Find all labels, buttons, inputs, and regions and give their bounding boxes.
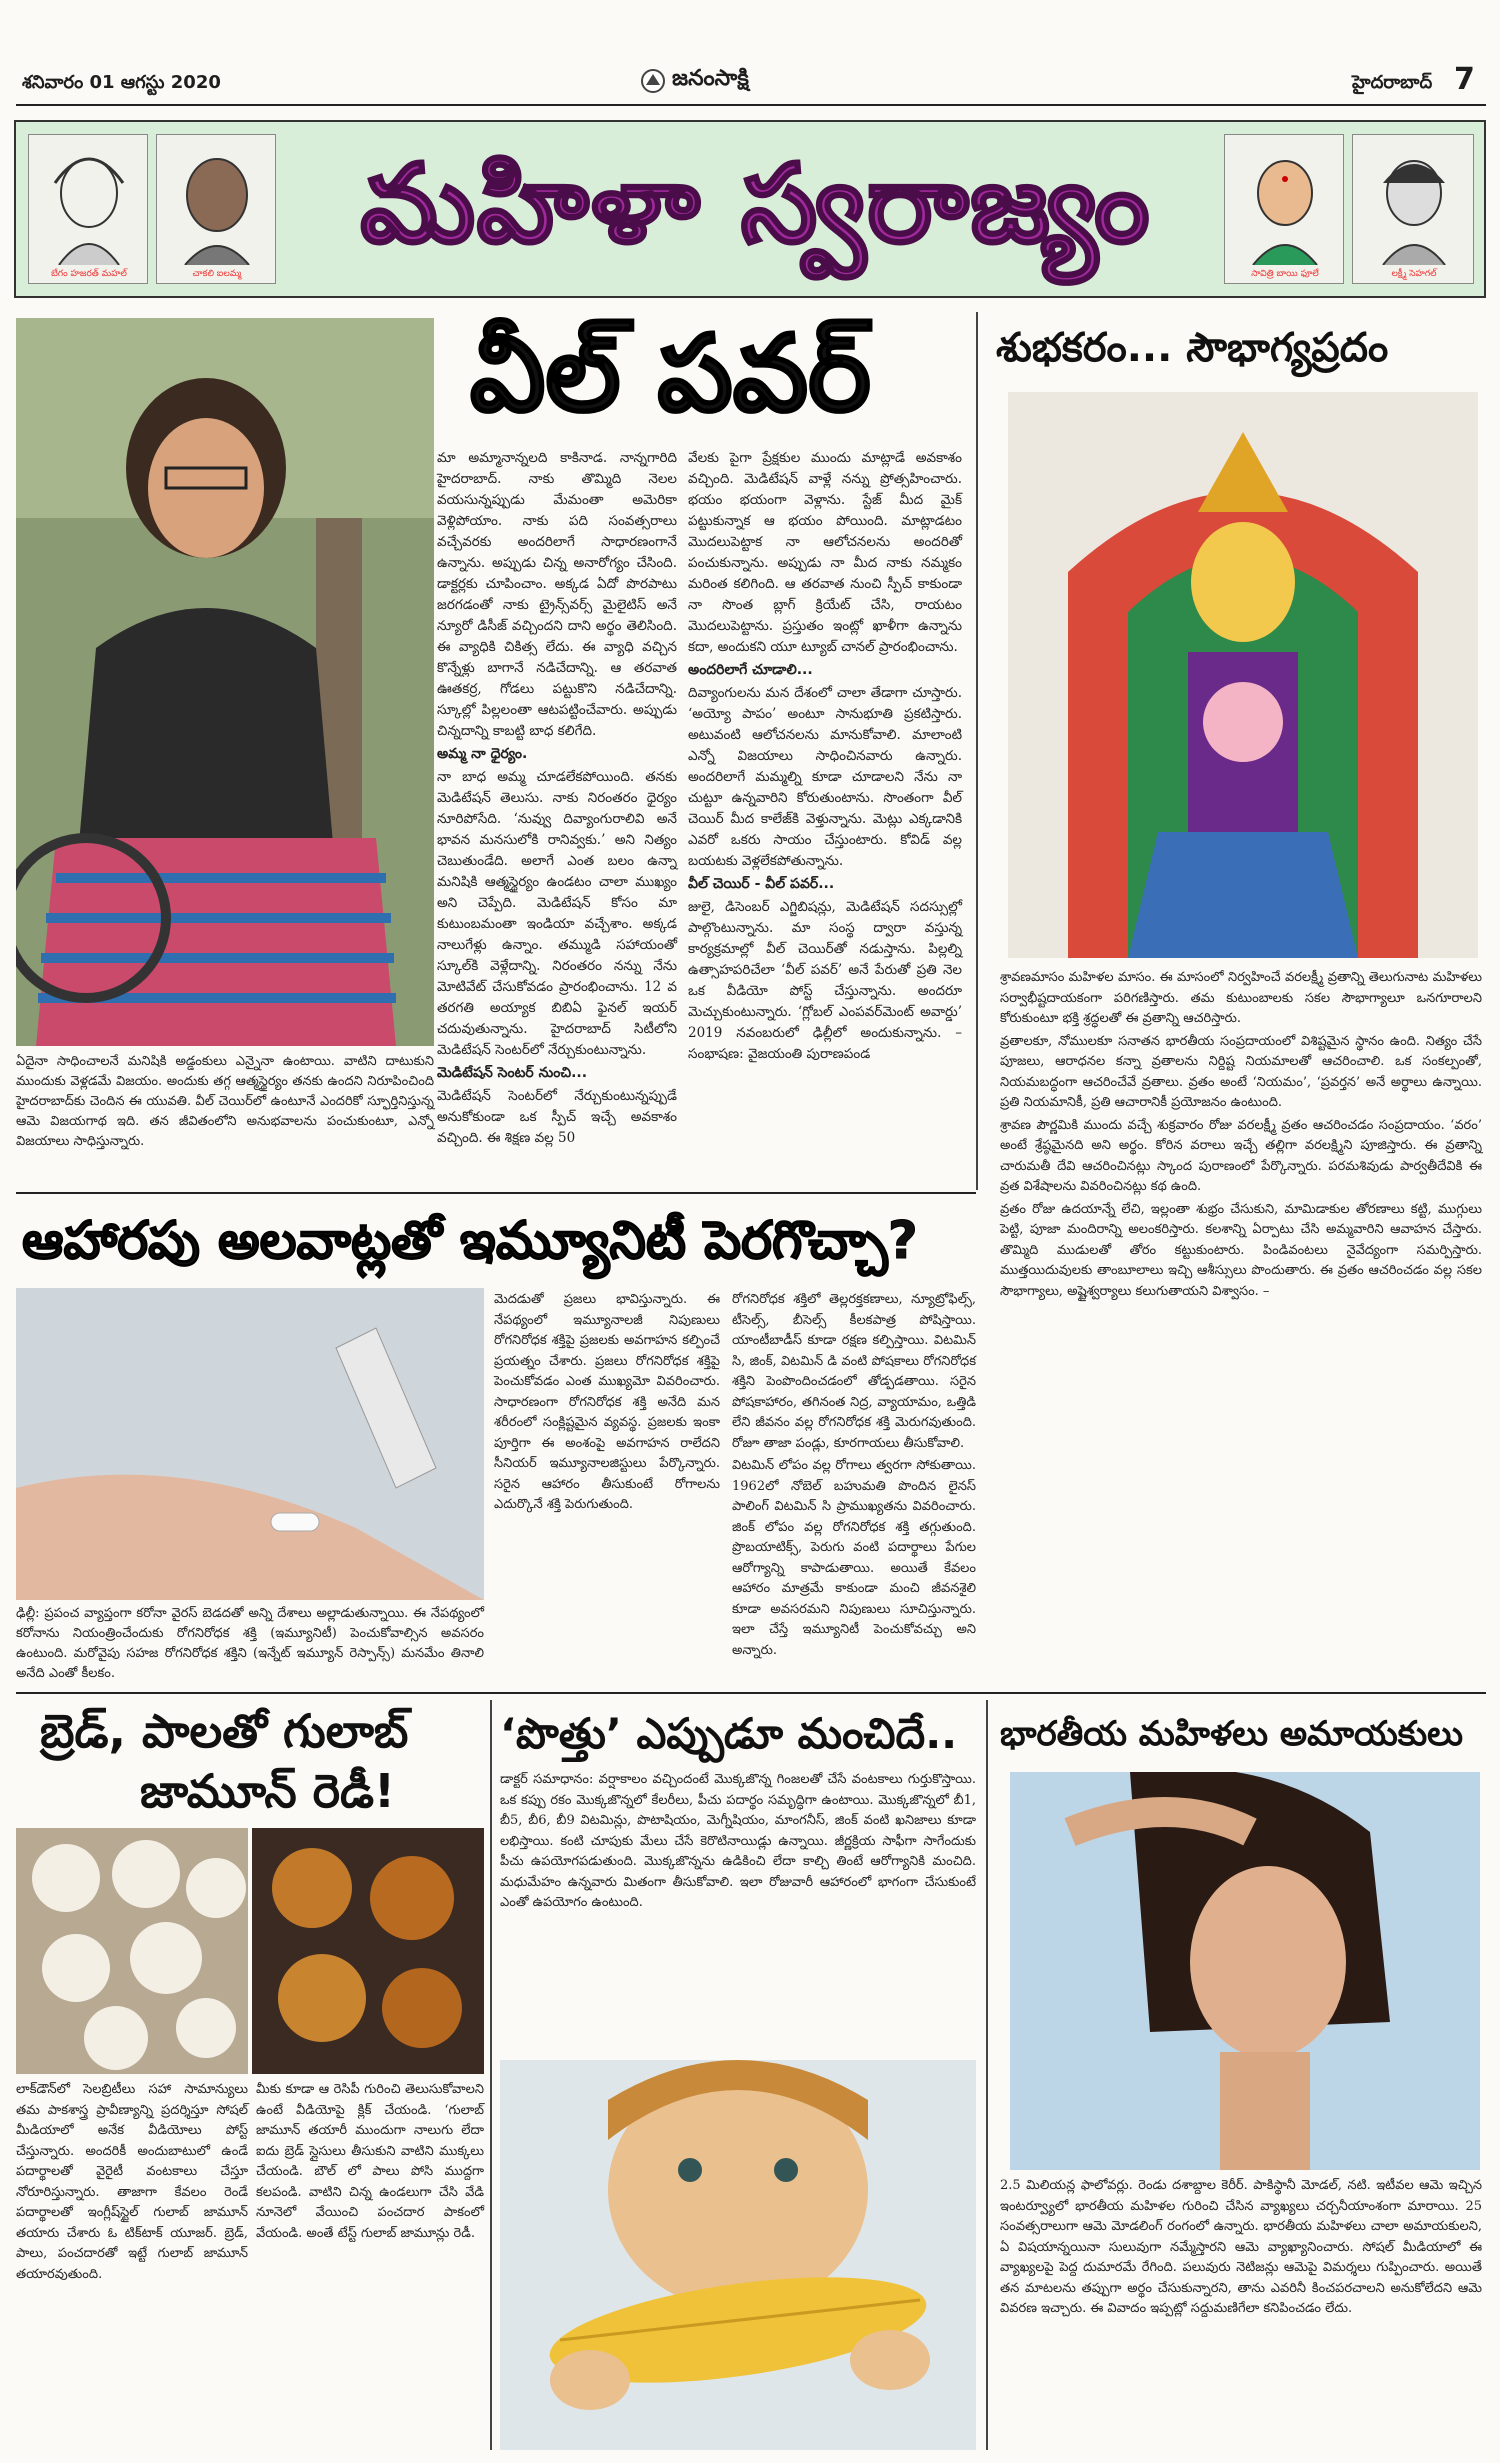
portrait-2 (156, 134, 276, 284)
portrait-label: సావిత్రి బాయి ఫూలే (1251, 269, 1319, 279)
photo-placeholder-icon (500, 2060, 976, 2450)
story4-col1 (16, 2080, 248, 2287)
photo-placeholder-icon (16, 1288, 484, 1600)
story6-paragraph: 2.5 మిలియన్ల ఫాలోవర్లు. రెండు దశాబ్దాల కెరీర్. పాకిస్థానీ మోడల్, నటి. ఇటీవల ఆమె ఇచ్చిన ఇంటర్వ్యూలో భారతీయ మహిళల గురించి చేసిన వ్యాఖ్యలు చర్చనీయాంశంగా మారాయి. 25 సంవత్సరాలుగా ఆమె మోడలింగ్ రంగంలో ఉన్నారు. భారతీయ మహిళలు చాలా అమాయకులని, ఏ విషయాన్నయినా సులువుగా నమ్మేస్తారని ఆమె వ్యాఖ్యానించారు. సోషల్ మీడియాలో ఈ వ్యాఖ్యలపై పెద్ద దుమారమే రేగింది. పలువురు నెటిజన్లు ఆమెపై విమర్శలు గుప్పించారు. అయితే తన మాటలను తప్పుగా అర్థం చేసుకున్నారని, తాను ఎవరినీ కించపరచాలని అనుకోలేదని ఆమె వివరణ ఇచ్చారు. ఈ వివాదం ఇప్పట్లో సద్దుమణిగేలా కనిపించడం లేదు. (1000, 2178, 1482, 2316)
photo-placeholder-icon (16, 318, 434, 1046)
photo-placeholder-icon (16, 1828, 248, 2074)
gulab-jamun-photo (252, 1828, 484, 2074)
portrait-4 (1352, 134, 1474, 284)
story1-paragraph: వేలకు పైగా ప్రేక్షకుల ముందు మాట్లాడే అవకాశం వచ్చింది. మెడిటేషన్ వాళ్లే నన్ను ప్రోత్సహించారు. భయం భయంగా వెళ్లాను. స్టేజ్ మీద మైక్ పట్టుకున్నాక ఆ భయం పోయింది. మాట్లాడటం మొదలుపెట్టాక నా ఆలోచనలను అందరితో పంచుకున్నాను. అప్పుడు నా మీద నాకు నమ్మకం మరింత కలిగింది. ఆ తరవాత నుంచి స్పీచ్ కాకుండా నా సొంత బ్లాగ్ క్రియేట్ చేసి, రాయటం మొదలుపెట్టాను. ప్రస్తుతం ఇంట్లో ఖాళీగా ఉన్నాను కదా, అందుకని యూ ట్యూబ్ చానల్ ప్రారంభించాను. (688, 450, 962, 655)
bread-balls-photo (16, 1828, 248, 2074)
story4-paragraph: లాక్‌డౌన్‌లో సెలబ్రిటీలు సహా సామాన్యులు తమ పాకశాస్త్ర ప్రావీణ్యాన్ని ప్రదర్శిస్తూ సోషల్ మీడియాలో అనేక వీడియోలు పోస్ట్ చేస్తున్నారు. అందరికీ అందుబాటులో ఉండే పదార్థాలతో వైరైటీ వంటకాలు చేస్తూ నోరూరిస్తున్నారు. తాజాగా కేవలం రెండే పదార్థాలతో ఇంగ్లీష్‌స్టైల్ గులాబ్ జామూన్ తయారు చేశారు ఓ టిక్‌టాక్ యూజర్. బ్రెడ్, పాలు, పంచదారతో ఇట్టే గులాబ్ జామూన్ తయారవుతుంది. (16, 2082, 248, 2282)
story2-headline: శుభకరం... సౌభాగ్యప్రదం (996, 325, 1389, 371)
story5-body (500, 1770, 976, 1916)
photo-placeholder-icon (252, 1828, 484, 2074)
story6-body (1000, 2176, 1482, 2322)
story4-paragraph: మీకు కూడా ఆ రెసిపీ గురించి తెలుసుకోవాలని ఉంటే వీడియోపై క్లిక్ చేయండి. ‘గులాబ్ జామూన్ తయారీ ముందుగా నాలుగు లేదా ఐదు బ్రెడ్ స్లైసులు తీసుకుని వాటిని ముక్కలు చేయండి. బౌల్ లో పాలు పోసి ముద్దగా కలపండి. వాటిని చిన్న ఉండలుగా చేసి వేడి నూనెలో వేయించి పంచదార పాకంలో వేయండి. అంతే టేస్ట్ గులాబ్ జామూన్లు రెడీ. (256, 2082, 484, 2241)
logo-emblem-icon (640, 68, 666, 94)
story2-paragraph: వ్రతం రోజు ఉదయాన్నే లేచి, ఇల్లంతా శుభ్రం చేసుకుని, మామిడాకుల తోరణాలు కట్టి, ముగ్గులు పెట్టి, పూజా మందిరాన్ని అలంకరిస్తారు. కలశాన్ని ఏర్పాటు చేసి అమ్మవారిని ఆవాహన చేస్తారు. తొమ్మిది ముడులతో తోరం కట్టుకుంటారు. పిండివంటలు నైవేద్యంగా సమర్పిస్తారు. ముత్తయిదువులకు తాంబూలాలు ఇచ్చి ఆశీస్సులు పొందుతారు. ఈ వ్రతం ఆచరించడం వల్ల సకల సౌభాగ్యాలు, అష్టైశ్వర్యాలు కలుగుతాయని విశ్వాసం. – (1000, 1201, 1482, 1299)
story1-subhead: వీల్ చెయిర్ - వీల్ పవర్... (688, 876, 835, 892)
section-rule (16, 1692, 1486, 1694)
story1-headline: వీల్ పవర్ (470, 312, 872, 435)
story2-body (1000, 968, 1482, 1304)
story1-col2 (688, 448, 962, 1067)
section-rule (16, 1192, 976, 1194)
masthead-paper-name: జనంసాక్షి (672, 66, 749, 91)
masthead (0, 0, 1500, 108)
column-divider (976, 312, 978, 1190)
story3-headline: ఆహారపు అలవాట్లతో ఇమ్యూనిటీ పెరగొచ్చా? (22, 1211, 918, 1271)
photo-placeholder-icon (1008, 392, 1478, 958)
portrait-3 (1224, 134, 1344, 284)
story4-col2 (256, 2080, 484, 2246)
goddess-idol-photo (1008, 392, 1478, 958)
story1-paragraph: మెడిటేషన్ సెంటర్‌లో నేర్చుకుంటున్నప్పుడే అనుకోకుండా ఒక స్పీచ్ ఇచ్చే అవకాశం వచ్చింది. ఈ శిక్షణ వల్ల 50 (437, 1088, 677, 1146)
portrait-label: లక్ష్మీ సెహగల్ (1391, 269, 1437, 279)
story2-paragraph: శ్రావణ పౌర్ణమికి ముందు వచ్చే శుక్రవారం రోజు వరలక్ష్మీ వ్రతం ఆచరించడం సంప్రదాయం. ‘వరం’ అంటే శ్రేష్ఠమైనది అని అర్థం. కోరిన వరాలు ఇచ్చే తల్లిగా వరలక్ష్మిని పూజిస్తారు. ఈ వ్రతాన్ని చారుమతీ దేవి ఆచరించినట్లు స్కాంద పురాణంలో పేర్కొన్నారు. పరమశివుడు పార్వతీదేవికి ఈ వ్రత విశేషాలను వివరించినట్లు కథ ఉంది. (1000, 1117, 1482, 1194)
model-portrait-photo (1010, 1772, 1480, 2170)
story1-photo-caption: ఏదైనా సాధించాలనే మనిషికి అడ్డంకులు ఎన్నైనా ఉంటాయి. వాటిని దాటుకుని ముందుకు వెళ్లడమే విజయం. అందుకు తగ్గ ఆత్మస్థైర్యం తనకు ఉందని నిరూపించింది హైదరాబాద్‌కు చెందిన ఈ యువతి. వీల్ చెయిర్‌లో ఉంటూనే ఎందరికో స్ఫూర్తినిస్తున్న ఆమె విజయగాథ ఇది. తన జీవితంలోని అనుభవాలను పంచుకుంటూ, ఎన్నో విజయాలు సాధిస్తున్నారు. (16, 1054, 434, 1149)
masthead-logo (640, 66, 749, 96)
story1-subhead: అందరిలాగే చూడాలి... (688, 662, 813, 678)
story1-paragraph: నా బాధ అమ్మ చూడలేకపోయింది. తనకు మెడిటేషన్ తెలుసు. నాకు నిరంతరం ధైర్యం నూరిపోసేది. ‘నువ్వు దివ్యాంగురాలివి అనే భావన మనసులోకి రానివ్వకు.’ అని నిత్యం చెబుతుండేది. అలాగే ఎంత బలం ఉన్నా మనిషికి ఆత్మస్థైర్యం ఉండటం చాలా ముఖ్యం అని చెప్పేది. మెడిటేషన్ కోసం మా కుటుంబమంతా ఇండియా వచ్చేశాం. అక్కడ నాలుగేళ్లు ఉన్నాం. తమ్ముడి సహాయంతో స్కూల్‌కి వెళ్లేదాన్ని. నిరంతరం నన్ను నేను మోటివేట్ చేసుకోవడం ప్రారంభించాను. 12 వ తరగతి అయ్యాక బిబిఏ ఫైనల్ ఇయర్ చదువుతున్నాను. హైదరాబాద్ సిటీలోని మెడిటేషన్ సెంటర్‌లో నేర్చుకుంటున్నాను. (437, 769, 677, 1058)
story1-paragraph: జులై, డిసెంబర్ ఎగ్జిబిషన్లు, మెడిటేషన్ సదస్సుల్లో పాల్గొంటున్నాను. మా సంస్థ ద్వారా వస్తున్న కార్యక్రమాల్లో వీల్ చెయిర్‌తో నడుస్తాను. పిల్లల్ని ఉత్సాహపరిచేలా ‘వీల్ పవర్’ అనే పేరుతో ప్రతి నెల ఒక వీడియో పోస్ట్ చేస్తున్నాను. అందరూ మెచ్చుకుంటున్నారు. ‘గ్లోబల్ ఎంపవర్‌మెంట్ అవార్డు’ 2019 నవంబరులో ఢిల్లీలో అందుకున్నాను. – సంభాషణ: వైజయంతి పురాణపండ (688, 899, 962, 1062)
banner (14, 120, 1486, 298)
story5-paragraph: డాక్టర్ సమాధానం: వర్షాకాలం వచ్చిందంటే మొక్కజొన్న గింజలతో చేసే వంటకాలు గుర్తుకొస్తాయి. ఒక కప్పు రకం మొక్కజొన్నలో కేలరీలు, పీచు పదార్థం సమృద్ధిగా ఉంటాయి. మొక్కజొన్నలో బీ1, బీ5, బీ6, బీ9 విటమిన్లు, పొటాషియం, మెగ్నీషియం, మాంగనీస్, జింక్ వంటి ఖనిజాలు కూడా లభిస్తాయి. కంటి చూపుకు మేలు చేసే కెరొటినాయిడ్లు ఉన్నాయి. జీర్ణక్రియ సాఫీగా సాగేందుకు పీచు ఉపయోగపడుతుంది. మొక్కజొన్నను ఉడికించి లేదా కాల్చి తింటే ఆరోగ్యానికి మంచిది. మధుమేహం ఉన్నవారు మితంగా తీసుకోవాలి. ఇలా రోజువారీ ఆహారంలో భాగంగా చేసుకుంటే ఎంతో ఉపయోగం ఉంటుంది. (500, 1772, 976, 1910)
capsule-hand-photo (16, 1288, 484, 1600)
story6-headline: భారతీయ మహిళలు అమాయకులు (1000, 1714, 1464, 1754)
boy-eating-corn-photo (500, 2060, 976, 2450)
portrait-label: చాకలి ఐలమ్మ (192, 269, 242, 279)
portrait-sketch-icon (157, 135, 277, 265)
story3-photo-caption: ఢిల్లీ: ప్రపంచ వ్యాప్తంగా కరోనా వైరస్ బెడదతో అన్ని దేశాలు అల్లాడుతున్నాయి. ఈ నేపథ్యంలో కరోనాను నియంత్రించేందుకు రోగనిరోధక శక్తి (ఇమ్యూనిటీ) పెంచుకోవాల్సిన అవసరం ఉంటుంది. మరోవైపు సహజ రోగనిరోధక శక్తిని (ఇన్నేట్ ఇమ్యూన్ రెస్పాన్స్) మనమేం తినాలి అనేది ఎంతో కీలకం. (16, 1606, 484, 1681)
story3-paragraph: రోగనిరోధక శక్తిలో తెల్లరక్తకణాలు, న్యూట్రోఫిల్స్, టీసెల్స్, బీసెల్స్ కీలకపాత్ర పోషిస్తాయి. యాంటీబాడీస్ కూడా రక్షణ కల్పిస్తాయి. విటమిన్ సి, జింక్, విటమిన్ డి వంటి పోషకాలు రోగనిరోధక శక్తిని పెంపొందించడంలో తోడ్పడతాయి. సరైన పోషకాహారం, తగినంత నిద్ర, వ్యాయామం, ఒత్తిడి లేని జీవనం వల్ల రోగనిరోధక శక్తి మెరుగవుతుంది. రోజూ తాజా పండ్లు, కూరగాయలు తీసుకోవాలి. (732, 1292, 976, 1451)
story4-headline-line1: బ్రెడ్, పాలతో గులాబ్ (40, 1704, 409, 1758)
portrait-sketch-icon (1225, 135, 1345, 265)
story2-paragraph: వ్రతాలకూ, నోములకూ సనాతన భారతీయ సంప్రదాయంలో విశిష్టమైన స్థానం ఉంది. నిత్యం చేసే పూజలు, ఆరాధనల కన్నా వ్రతాలను నిర్దిష్ట నియమాలతో ఆచరించాలి. ఒక సంకల్పంతో, నియమబద్ధంగా ఆచరించేవే వ్రతాలు. వ్రతం అంటే ‘నియమం’, ‘ప్రవర్తన’ అనే అర్థాలు ఉన్నాయి. ప్రతి నియమానికీ, ప్రతి ఆచారానికీ ప్రయోజనం ఉంటుంది. (1000, 1033, 1482, 1110)
story1-col1 (437, 448, 677, 1151)
wheelchair-woman-photo (16, 318, 434, 1046)
portrait-sketch-icon (29, 135, 149, 265)
masthead-date: శనివారం 01 ఆగస్టు 2020 (22, 72, 221, 93)
masthead-page-number: 7 (1454, 62, 1475, 97)
photo-placeholder-icon (1010, 1772, 1480, 2170)
story5-headline: ‘పొత్తు’ ఎప్పుడూ మంచిదే.. (500, 1709, 958, 1758)
story4-headline-line2: జామూన్ రెడీ! (140, 1764, 396, 1818)
banner-title: మహిళా స్వరాజ్యం (360, 142, 1152, 267)
story3-col1 (494, 1290, 720, 1518)
story1-subhead: మెడిటేషన్ సెంటర్ నుంచి... (437, 1065, 588, 1081)
column-divider (986, 1700, 988, 2450)
story3-col2 (732, 1290, 976, 1663)
portrait-1 (28, 134, 148, 284)
story1-paragraph: మా అమ్మానాన్నలది కాకినాడ. నాన్నగారిది హైదరాబాద్. నాకు తొమ్మిది నెలల వయసున్నప్పుడు మేమంతా అమెరికా వెళ్లిపోయాం. నాకు పది సంవత్సరాలు వచ్చేవరకు అందరిలాగే సాధారణంగానే ఉన్నాను. అప్పుడు చిన్న అనారోగ్యం చేసింది. డాక్టర్లకు చూపించాం. అక్కడ ఏదో పొరపాటు జరగడంతో నాకు ట్రైన్స్‌వర్స్ మైలైటిస్ అనే న్యూరో డిసీజ్ వచ్చిందని దాని అర్థం తెలిసింది. ఈ వ్యాధికి చికిత్స లేదు. ఈ వ్యాధి వచ్చిన కొన్నేళ్లు బాగానే నడిచేదాన్ని. ఆ తరవాత ఊతకర్ర, గోడలు పట్టుకొని నడిచేదాన్ని. స్కూల్లో పిల్లలంతా ఆటపట్టించేవారు. అప్పుడు చిన్నదాన్ని కాబట్టి బాధ కలిగేది. (437, 450, 677, 739)
story3-paragraph: మెదడుతో ప్రజలు భావిస్తున్నారు. ఈ నేపథ్యంలో ఇమ్యూనాలజీ నిపుణులు రోగనిరోధక శక్తిపై ప్రజలకు అవగాహన కల్పించే ప్రయత్నం చేశారు. ప్రజలు రోగనిరోధక శక్తిపై పెంచుకోవడం ఎంత ముఖ్యమో వివరించారు. సాధారణంగా రోగనిరోధక శక్తి అనేది మన శరీరంలో సంక్లిష్టమైన వ్యవస్థ. ప్రజలకు ఇంకా పూర్తిగా ఈ అంశంపై అవగాహన రాలేదని సీనియర్ ఇమ్యూనాలజిస్టులు పేర్కొన్నారు. సరైన ఆహారం తీసుకుంటే రోగాలను ఎదుర్కొనే శక్తి పెరుగుతుంది. (494, 1292, 720, 1512)
story1-paragraph: దివ్యాంగులను మన దేశంలో చాలా తేడాగా చూస్తారు. ‘అయ్యో పాపం’ అంటూ సానుభూతి ప్రకటిస్తారు. అటువంటి ఆలోచనలను మానుకోవాలి. మాలాంటి ఎన్నో విజయాలు సాధించినవారు ఉన్నారు. అందరిలాగే మమ్మల్ని కూడా చూడాలని నేను నా చుట్టూ ఉన్నవారిని కోరుతుంటాను. సొంతంగా వీల్ చెయిర్ మీద కాలేజ్‌కి వెళ్తున్నాను. మెట్లు ఎక్కడానికి ఎవరో ఒకరు సాయం చేస్తుంటారు. కోవిడ్ వల్ల బయటకు వెళ్లలేకపోతున్నాను. (688, 685, 962, 869)
masthead-rule (16, 104, 1486, 106)
portrait-sketch-icon (1353, 135, 1475, 265)
story2-paragraph: శ్రావణమాసం మహిళల మాసం. ఈ మాసంలో నిర్వహించే వరలక్ష్మీ వ్రతాన్ని తెలుగునాట మహిళలు సర్వాభీష్టదాయకంగా పరిగణిస్తారు. తమ కుటుంబాలకు సకల సౌభాగ్యాలూ ఒనగూరాలని కోరుకుంటూ భక్తి శ్రద్ధలతో ఈ వ్రతాన్ని ఆచరిస్తారు. (1000, 970, 1482, 1026)
portrait-label: బేగం హజరత్ మహల్ (51, 269, 127, 279)
masthead-city: హైదరాబాద్ (1352, 72, 1433, 93)
story3-paragraph: విటమిన్ లోపం వల్ల రోగాలు త్వరగా సోకుతాయి. 1962లో నోబెల్ బహుమతి పొందిన లైనస్ పాలింగ్ విటమిన్ సి ప్రాముఖ్యతను వివరించారు. జింక్ లోపం వల్ల రోగనిరోధక శక్తి తగ్గుతుంది. ప్రొబయాటిక్స్, పెరుగు వంటి పదార్థాలు పేగుల ఆరోగ్యాన్ని కాపాడుతాయి. అయితే కేవలం ఆహారం మాత్రమే కాకుండా మంచి జీవనశైలి కూడా అవసరమని నిపుణులు సూచిస్తున్నారు. ఇలా చేస్తే ఇమ్యూనిటీ పెంచుకోవచ్చు అని అన్నారు. (732, 1458, 976, 1658)
column-divider (490, 1700, 492, 2450)
story1-subhead: అమ్మ నా ధైర్యం. (437, 746, 528, 762)
